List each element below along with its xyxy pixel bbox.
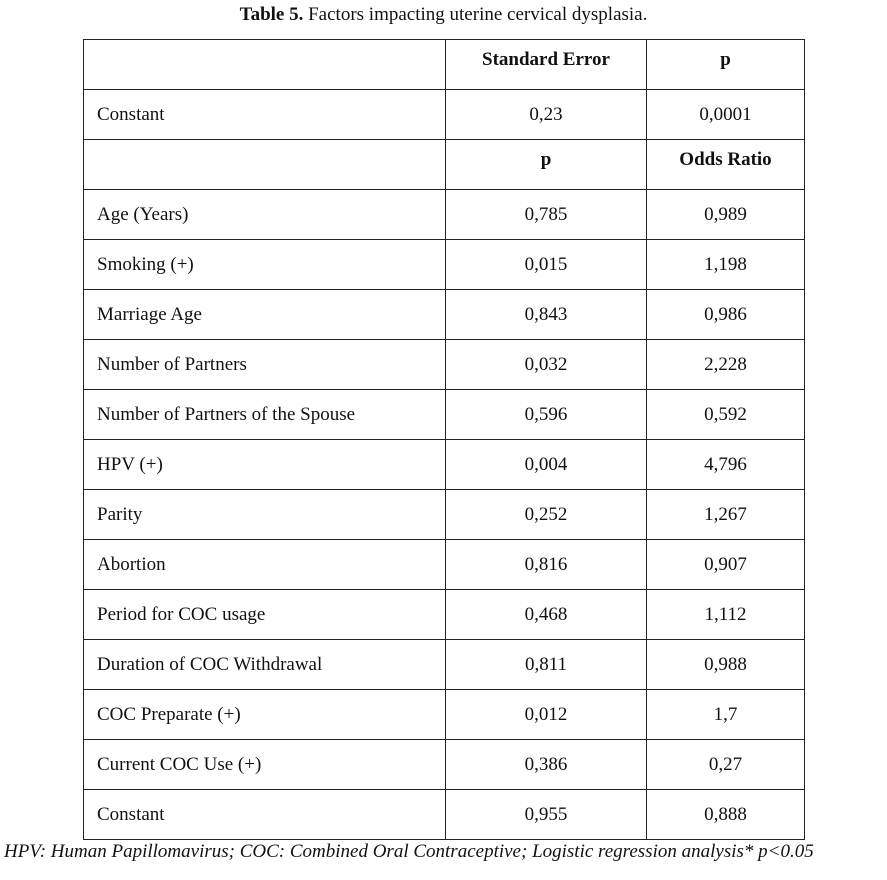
subheader-cell-odds-ratio: Odds Ratio xyxy=(647,140,805,190)
row-label: Constant xyxy=(84,90,446,140)
p-value: 0,843 xyxy=(446,290,647,340)
table-row xyxy=(84,390,805,440)
odds-ratio-value: 1,112 xyxy=(647,590,805,640)
odds-ratio-value: 2,228 xyxy=(647,340,805,390)
odds-ratio-value: 0,989 xyxy=(647,190,805,240)
p-value: 0,012 xyxy=(446,690,647,740)
header-cell-standard-error: Standard Error xyxy=(446,40,647,90)
row-label: COC Preparate (+) xyxy=(84,690,446,740)
table-caption-label: Table 5. xyxy=(239,4,304,25)
odds-ratio-value: 1,7 xyxy=(647,690,805,740)
table-row xyxy=(84,240,805,290)
header-cell-empty xyxy=(84,40,446,90)
odds-ratio-value: 0,907 xyxy=(647,540,805,590)
factor-rows xyxy=(84,190,805,840)
row-label: HPV (+) xyxy=(84,440,446,490)
row-label: Constant xyxy=(84,790,446,840)
table-row xyxy=(84,490,805,540)
table-row xyxy=(84,290,805,340)
row-label: Marriage Age xyxy=(84,290,446,340)
p-value: 0,386 xyxy=(446,740,647,790)
table-caption xyxy=(0,3,887,27)
odds-ratio-value: 1,198 xyxy=(647,240,805,290)
standard-error-value: 0,23 xyxy=(446,90,647,140)
odds-ratio-value: 0,986 xyxy=(647,290,805,340)
odds-ratio-value: 0,988 xyxy=(647,640,805,690)
p-value: 0,816 xyxy=(446,540,647,590)
table-caption-text: Factors impacting uterine cervical dysplasia. xyxy=(303,4,648,25)
row-label: Number of Partners of the Spouse xyxy=(84,390,446,440)
row-label: Number of Partners xyxy=(84,340,446,390)
table-row xyxy=(84,340,805,390)
table-row xyxy=(84,440,805,490)
table-row xyxy=(84,790,805,840)
row-label: Duration of COC Withdrawal xyxy=(84,640,446,690)
table-header-row xyxy=(84,40,805,90)
p-value: 0,004 xyxy=(446,440,647,490)
results-table xyxy=(83,39,805,840)
p-value: 0,811 xyxy=(446,640,647,690)
subheader-cell-empty xyxy=(84,140,446,190)
p-value: 0,785 xyxy=(446,190,647,240)
table-row xyxy=(84,190,805,240)
table-row-constant xyxy=(84,90,805,140)
table-row xyxy=(84,640,805,690)
p-value: 0,015 xyxy=(446,240,647,290)
row-label: Abortion xyxy=(84,540,446,590)
p-value: 0,0001 xyxy=(647,90,805,140)
odds-ratio-value: 4,796 xyxy=(647,440,805,490)
p-value: 0,252 xyxy=(446,490,647,540)
table-row xyxy=(84,540,805,590)
subheader-cell-p: p xyxy=(446,140,647,190)
odds-ratio-value: 1,267 xyxy=(647,490,805,540)
table-row xyxy=(84,590,805,640)
p-value: 0,596 xyxy=(446,390,647,440)
p-value: 0,468 xyxy=(446,590,647,640)
table-row xyxy=(84,690,805,740)
p-value: 0,955 xyxy=(446,790,647,840)
header-cell-p: p xyxy=(647,40,805,90)
odds-ratio-value: 0,27 xyxy=(647,740,805,790)
row-label: Age (Years) xyxy=(84,190,446,240)
row-label: Current COC Use (+) xyxy=(84,740,446,790)
row-label: Smoking (+) xyxy=(84,240,446,290)
row-label: Period for COC usage xyxy=(84,590,446,640)
table-footnote: HPV: Human Papillomavirus; COC: Combined Oral Contraceptive; Logistic regression analysis* p<0.05 xyxy=(4,841,814,862)
odds-ratio-value: 0,592 xyxy=(647,390,805,440)
p-value: 0,032 xyxy=(446,340,647,390)
row-label: Parity xyxy=(84,490,446,540)
table-row xyxy=(84,740,805,790)
odds-ratio-value: 0,888 xyxy=(647,790,805,840)
table-subheader-row xyxy=(84,140,805,190)
